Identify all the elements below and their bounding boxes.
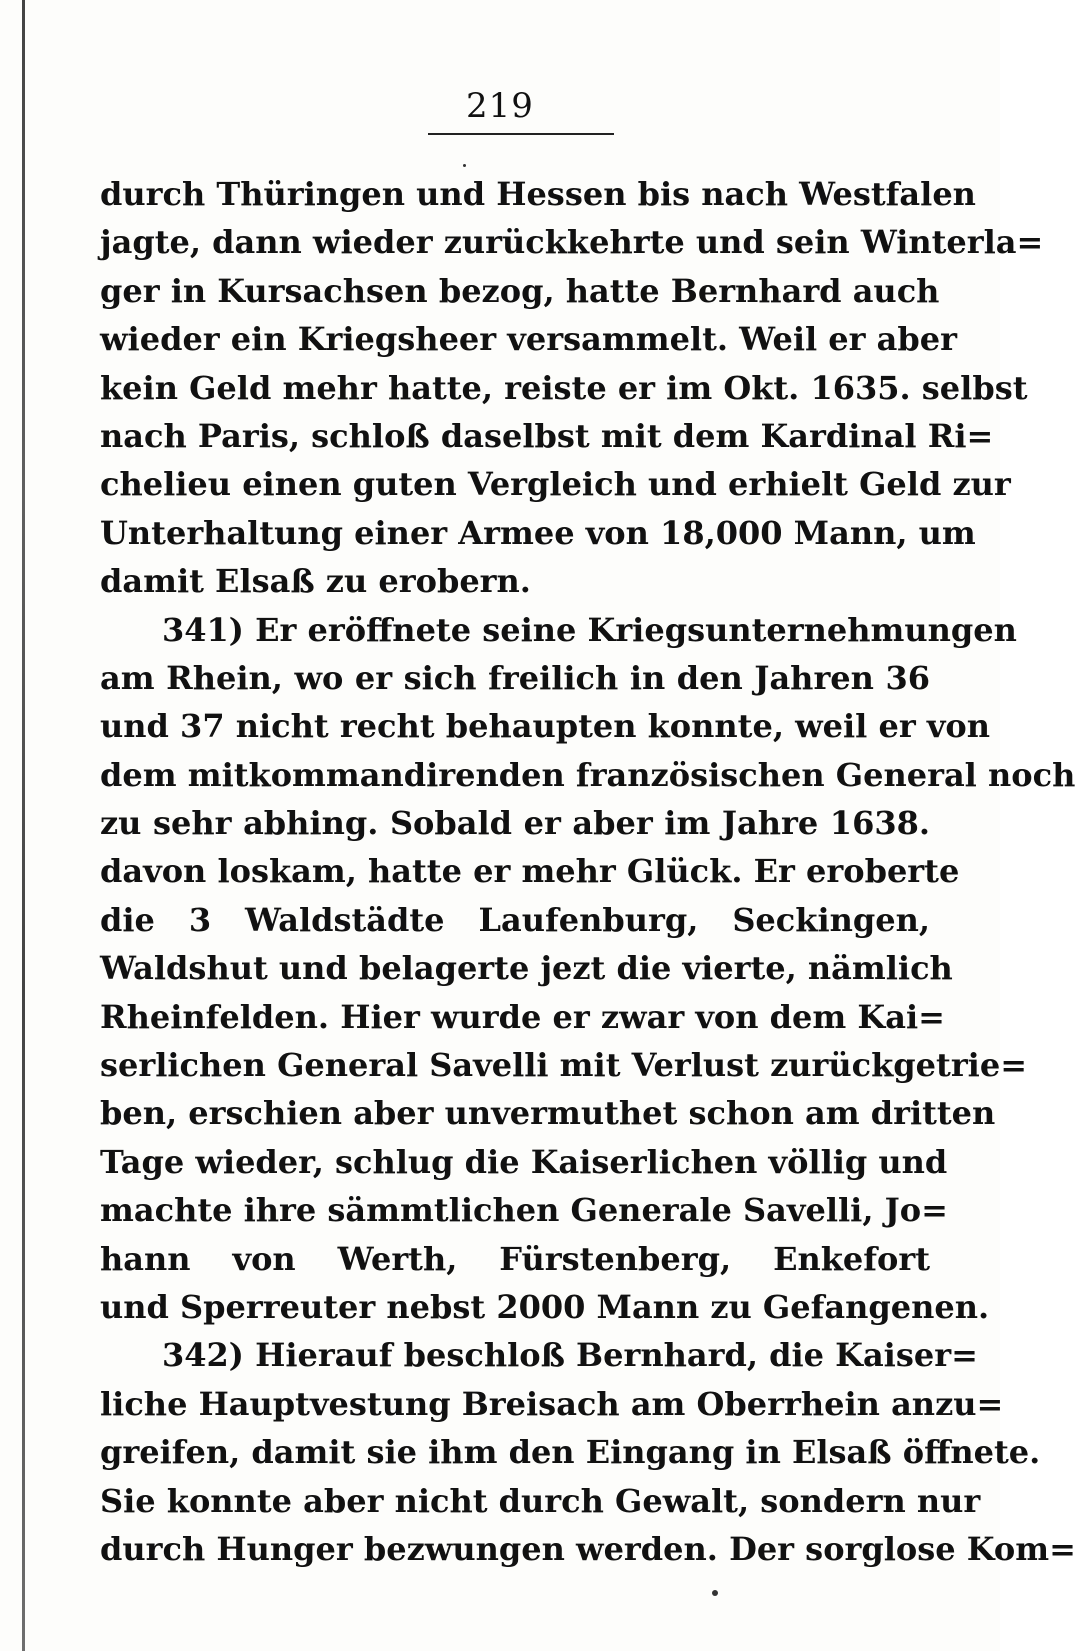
text-line: nach Paris, schloß daselbst mit dem Kardinal Ri= [100,416,994,455]
text-line: Rheinfelden. Hier wurde er zwar von dem Kai= [100,997,945,1036]
text-line: am Rhein, wo er sich freilich in den Jahren 36 [100,658,930,697]
text-line: ger in Kursachsen bezog, hatte Bernhard auch [100,271,940,310]
text-line: davon loskam, hatte er mehr Glück. Er eroberte [100,852,960,891]
text-line: Tage wieder, schlug die Kaiserlichen völlig und [100,1142,948,1181]
text-line: serlichen General Savelli mit Verlust zurückgetrie= [100,1046,1027,1085]
page-binding-edge [22,0,25,1651]
text-line: kein Geld mehr hatte, reiste er im Okt. 1635. selbst [100,368,1028,407]
text-line: chelieu einen guten Vergleich und erhielt Geld zur [100,465,1011,504]
text-line: wieder ein Kriegsheer versammelt. Weil er aber [100,320,957,359]
text-line: hann von Werth, Fürstenberg, Enkefort [100,1239,930,1278]
page-number-rule [428,133,614,135]
ink-speck [712,1590,718,1596]
text-line: liche Hauptvestung Breisach am Oberrhein anzu= [100,1384,1004,1423]
paragraph-start-line: 342) Hierauf beschloß Bernhard, die Kaiser= [162,1336,978,1375]
text-line: durch Hunger bezwungen werden. Der sorglose Kom= [100,1529,1076,1568]
text-line: zu sehr abhing. Sobald er aber im Jahre 1638. [100,804,930,843]
paragraph-start-line: 341) Er eröffnete seine Kriegsunternehmungen [162,610,1017,649]
text-line: dem mitkommandirenden französischen General noch [100,755,1076,794]
text-line: und Sperreuter nebst 2000 Mann zu Gefangenen. [100,1287,990,1326]
text-line: machte ihre sämmtlichen Generale Savelli, Jo= [100,1191,948,1230]
page-number: 219 [466,86,534,126]
text-line: durch Thüringen und Hessen bis nach Westfalen [100,175,976,213]
text-line: Unterhaltung einer Armee von 18,000 Mann, um [100,513,976,552]
text-line: die 3 Waldstädte Laufenburg, Seckingen, [100,900,930,939]
text-line: Sie konnte aber nicht durch Gewalt, sondern nur [100,1481,981,1520]
text-line: ben, erschien aber unvermuthet schon am dritten [100,1094,996,1133]
text-line: Waldshut und belagerte jezt die vierte, nämlich [100,949,953,988]
text-line: damit Elsaß zu erobern. [100,562,531,601]
text-line: greifen, damit sie ihm den Eingang in Elsaß öffnete. [100,1433,1041,1472]
body-text [100,170,1076,1573]
text-line: und 37 nicht recht behaupten konnte, weil er von [100,707,991,746]
ink-speck [463,164,466,167]
text-line: jagte, dann wieder zurückkehrte und sein Winterla= [100,223,1044,262]
